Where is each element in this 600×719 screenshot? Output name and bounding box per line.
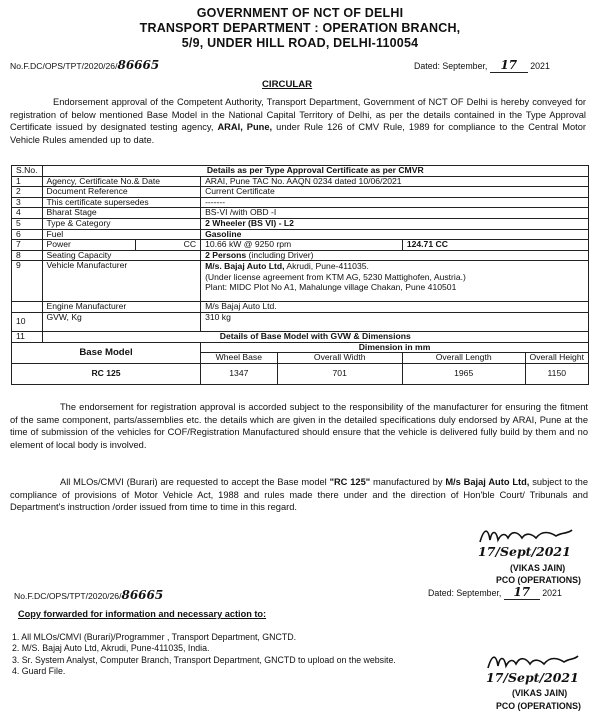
wheel-base-value: 1347 [201,363,278,384]
row-label: This certificate supersedes [42,197,201,208]
row-label: GVW, Kg [42,312,201,331]
column-header: Overall Height [525,353,588,364]
signature-1-date: 17/Sept/2021 [478,544,571,559]
row-label: Vehicle Manufacturer [42,261,201,302]
row-number: 1 [12,176,43,187]
gvw-value: 310 kg [201,312,589,331]
request-paragraph [10,476,588,514]
engine-row [12,302,589,313]
list-item: 1. All MLOs/CMVI (Burari)/Programmer , Transport Department, GNCTD. [12,632,297,642]
reference-handwritten-number: 86665 [121,588,164,602]
date-prefix: Dated: September, [414,61,488,71]
manufacturer-address: Akrudi, Pune-411035. [286,261,369,272]
dimension-values [12,363,589,384]
overall-length-value: 1965 [402,363,525,384]
signature-1-name: (VIKAS JAIN) [510,563,566,573]
row-value: 2 Wheeler (BS VI) - L2 [201,218,589,229]
column-header: Overall Length [402,353,525,364]
row-label: Power [42,240,136,251]
row-number: 3 [12,197,43,208]
signature-2-title: PCO (OPERATIONS) [496,701,581,711]
request-model: "RC 125" [329,477,371,487]
row-value: Current Certificate [201,187,589,198]
reference-prefix: No.F.DC/OPS/TPT/2020/26/ [14,591,122,601]
column-header: Overall Width [277,353,402,364]
row-label: Type & Category [42,218,201,229]
gvw-row [12,312,589,331]
request-manufacturer: M/s Bajaj Auto Ltd, [445,477,530,487]
sno-header: S.No. [12,166,43,177]
signature-2-date: 17/Sept/2021 [486,670,579,685]
intro-paragraph [10,96,586,146]
row-label: Engine Manufacturer [42,302,201,313]
request-text-1: All MLOs/CMVI (Burari) are requested to accept the Base model [60,477,327,487]
row-number: 9 [12,261,43,302]
row-label: Agency, Certificate No.& Date [42,176,201,187]
approval-paragraph: The endorsement for registration approval is accorded subject to the responsibility of the manufacturer for ensuring the fitment of the same component, parts/assemblies etc. the details which are given in the detailed specifications duly endorsed by ARAI, Pune at the time of submission of the vehicles for COF/Registration Manufactured should ensure that the vehicle is delivered fully build by them and no element of local body is involved. [10,402,588,450]
header-line-2: TRANSPORT DEPARTMENT : OPERATION BRANCH, [139,21,461,35]
table-row [12,229,589,240]
manufacturer-plant: Plant: MIDC Plot No A1, Mahalunge village Chakan, Pune 410501 [205,281,457,292]
row-number: 8 [12,250,43,261]
column-header: Wheel Base [201,353,278,364]
manufacturer-row [12,261,589,302]
reference-handwritten-number: 86665 [117,58,160,72]
date-day-handwritten: 17 [504,585,540,600]
power-value: 10.66 kW @ 9250 rpm [201,240,403,251]
reference-date-2 [428,585,562,600]
table-row [12,176,589,187]
overall-width-value: 701 [277,363,402,384]
row-number: 5 [12,218,43,229]
row-number: 6 [12,229,43,240]
signature-2-name: (VIKAS JAIN) [512,688,568,698]
circular-title: CIRCULAR [262,79,313,90]
intro-text-1: Endorsement approval of the Competent Authority, Transport Department, Government of NCT OF Delhi is hereby conveyed for registration of below mentioned Base Model in the National Capital Territory of Delhi, as per the details contained in the Type Approval Certificate issued by designated testing agency, [10,97,586,133]
details-header: Details as per Type Approval Certificate as per CMVR [42,166,589,177]
row-11 [12,331,589,342]
row-value: ARAI, Pune TAC No. AAQN 0234 dated 10/06/2021 [201,176,589,187]
type-approval-table [11,165,589,385]
dimension-label: Dimension in mm [201,342,589,353]
row-number: 7 [12,240,43,251]
intro-agency: ARAI, Pune, [217,122,273,133]
row-number: 2 [12,187,43,198]
row-label: Document Reference [42,187,201,198]
base-model-label: Base Model [12,342,201,363]
model-name: RC 125 [12,363,201,384]
row-label: Fuel [42,229,201,240]
row-number: 10 [12,312,43,331]
table-row [12,187,589,198]
header-line-1: GOVERNMENT OF NCT OF DELHI [196,6,404,20]
reference-number-2 [14,588,163,602]
date-prefix: Dated: September, [428,588,502,598]
reference-date [414,58,550,73]
seating-value: 2 Persons [205,249,247,260]
copy-list [12,632,396,678]
intro-text-2: under Rule 126 of CMV Rule, 1989 for compliance to the Central Motor Vehicle Rules amended up to date. [10,122,586,145]
date-year: 2021 [530,61,550,71]
reference-prefix: No.F.DC/OPS/TPT/2020/26/ [10,61,118,71]
power-unit: CC [136,240,201,251]
list-item: 3. Sr. System Analyst, Computer Branch, Transport Department, GNCTD to upload on the website. [12,654,396,665]
base-model-header: Details of Base Model with GVW & Dimensions [42,331,589,342]
header-line-3: 5/9, UNDER HILL ROAD, DELHI-110054 [181,36,419,50]
row-number: 4 [12,208,43,219]
row-label: Bharat Stage [42,208,201,219]
table-row [12,208,589,219]
reference-number [10,58,159,72]
date-day-handwritten: 17 [490,58,528,73]
seating-note: (including Driver) [248,249,314,260]
signature-1-title: PCO (OPERATIONS) [496,575,581,585]
row-value: ------- [201,197,589,208]
row-value: Gasoline [201,229,589,240]
list-item: 2. M/S. Bajaj Auto Ltd, Akrudi, Pune-411035, India. [12,643,210,654]
seating-row [12,250,589,261]
list-item: 4. Guard File. [12,666,66,677]
date-year: 2021 [542,588,562,598]
copy-heading: Copy forwarded for information and necessary action to: [18,609,267,619]
request-text-2: manufactured by [372,477,443,487]
request-text-3: subject to the compliance of provisions of Motor Vehicle Act, 1988 and rules made there under and the direction of Hon'ble Court/ Tribunals and Department's instruction /order issued from time to time in this regard. [10,477,588,513]
table-row [12,218,589,229]
table-row [12,197,589,208]
engine-value: M/s Bajaj Auto Ltd. [201,302,589,313]
manufacturer-name: M/s. Bajaj Auto Ltd, [205,261,285,272]
power-row [12,240,589,251]
row-label: Seating Capacity [42,250,201,261]
overall-height-value: 1150 [525,363,588,384]
row-number: 11 [12,331,43,342]
manufacturer-license: (Under license agreement from KTM AG, 5230 Mattighofen, Austria.) [205,271,466,282]
power-cc: 124.71 CC [402,240,588,251]
row-value: BS-VI /with OBD -I [201,208,589,219]
